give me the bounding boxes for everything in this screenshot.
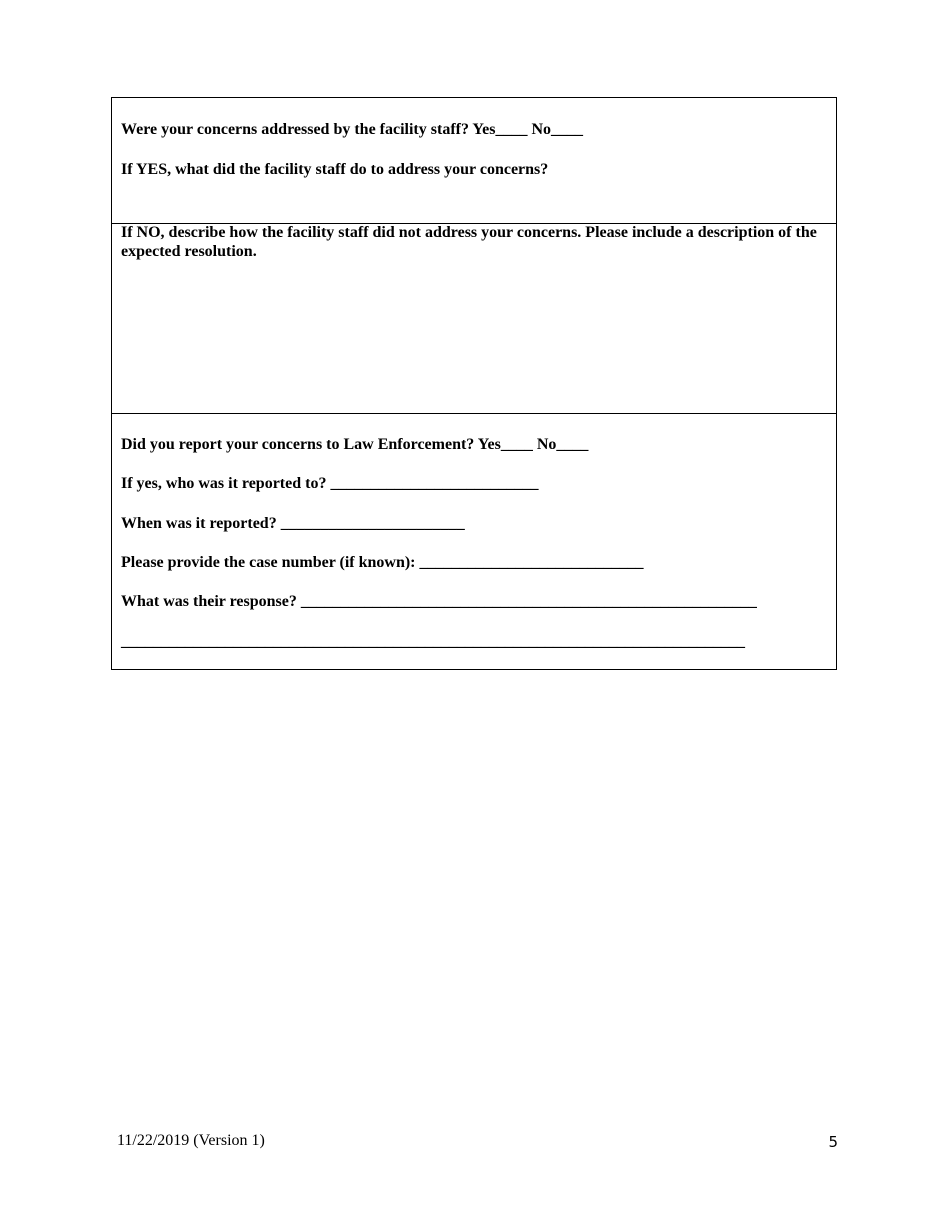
when-reported-field: When was it reported? _______________________ — [121, 515, 465, 532]
response-continued-line: ______________________________________________________________________________ — [121, 633, 745, 650]
reported-to-field: If yes, who was it reported to? __________________________ — [121, 475, 539, 492]
concerns-addressed-question: Were your concerns addressed by the facility staff? Yes____ No____ — [121, 121, 584, 138]
if-yes-prompt: If YES, what did the facility staff do to address your concerns? — [121, 161, 549, 178]
case-number-field: Please provide the case number (if known): ____________________________ — [121, 554, 644, 571]
footer-date-version: 11/22/2019 (Version 1) — [117, 1132, 265, 1149]
if-no-section — [112, 223, 836, 413]
law-enforcement-question: Did you report your concerns to Law Enforcement? Yes____ No____ — [121, 436, 589, 453]
facility-response-section — [112, 98, 836, 223]
if-no-prompt: If NO, describe how the facility staff did not address your concerns. Please include a description of the expected resolution. — [121, 224, 817, 260]
page-number: 5 — [828, 1133, 838, 1151]
response-field: What was their response? _________________________________________________________ — [121, 593, 757, 610]
complaint-form-box — [111, 97, 837, 670]
law-enforcement-section — [112, 413, 836, 670]
